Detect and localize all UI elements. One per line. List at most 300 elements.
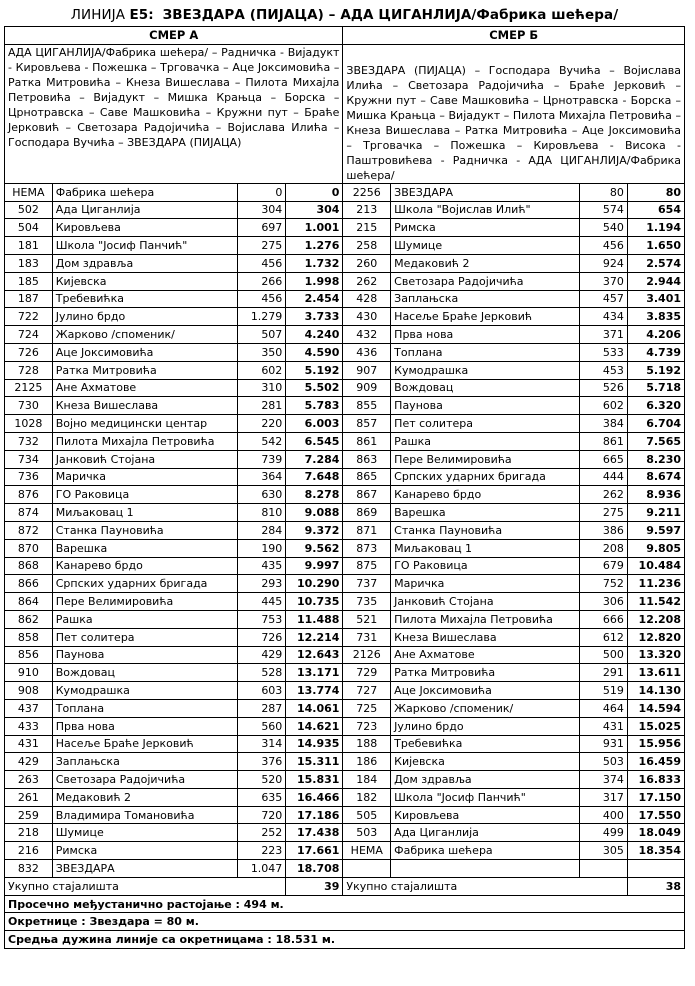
segment-distance-a: 252	[237, 824, 286, 842]
table-row	[5, 646, 685, 664]
stop-code-b: 430	[343, 308, 391, 326]
line-sheet	[4, 4, 685, 949]
segment-distance-a: 445	[237, 593, 286, 611]
segment-distance-b: 457	[580, 290, 628, 308]
segment-distance-a: 456	[237, 254, 286, 272]
stop-code-a: 261	[5, 788, 53, 806]
stop-name-a: Ратка Митровића	[52, 361, 237, 379]
segment-distance-b: 519	[580, 682, 628, 700]
cumulative-distance-b: 5.718	[627, 379, 684, 397]
cumulative-distance-a: 17.438	[286, 824, 343, 842]
table-row	[5, 539, 685, 557]
stop-code-a: 908	[5, 682, 53, 700]
segment-distance-a: 635	[237, 788, 286, 806]
cumulative-distance-b: 11.542	[627, 593, 684, 611]
table-row	[5, 468, 685, 486]
stop-name-b: Ратка Митровића	[391, 664, 580, 682]
stop-name-b: Пет солитера	[391, 415, 580, 433]
stop-code-a: 734	[5, 450, 53, 468]
table-row	[5, 290, 685, 308]
segment-distance-a: 528	[237, 664, 286, 682]
stop-name-b: Варешка	[391, 504, 580, 522]
cumulative-distance-a: 15.311	[286, 753, 343, 771]
segment-distance-b: 317	[580, 788, 628, 806]
cumulative-distance-a: 16.466	[286, 788, 343, 806]
table-row	[5, 664, 685, 682]
segment-distance-a: 560	[237, 717, 286, 735]
stop-code-b: 2126	[343, 646, 391, 664]
stop-name-b: Пере Велимировића	[391, 450, 580, 468]
stop-code-a: 429	[5, 753, 53, 771]
cumulative-distance-a: 4.240	[286, 326, 343, 344]
segment-distance-b: 386	[580, 521, 628, 539]
stop-code-a: 504	[5, 219, 53, 237]
segment-distance-a: 720	[237, 806, 286, 824]
cumulative-distance-a: 7.284	[286, 450, 343, 468]
segment-distance-b: 464	[580, 699, 628, 717]
stop-name-b: Ада Циганлија	[391, 824, 580, 842]
cumulative-distance-b: 4.739	[627, 343, 684, 361]
segment-distance-b: 602	[580, 397, 628, 415]
segment-distance-a: 266	[237, 272, 286, 290]
cumulative-distance-a: 5.502	[286, 379, 343, 397]
cumulative-distance-a: 0	[286, 183, 343, 201]
segment-distance-b: 306	[580, 593, 628, 611]
stop-code-a: 216	[5, 842, 53, 860]
stop-name-b: Медаковић 2	[391, 254, 580, 272]
stop-name-a: Фабрика шећера	[52, 183, 237, 201]
cumulative-distance-a: 13.171	[286, 664, 343, 682]
cumulative-distance-b: 16.833	[627, 771, 684, 789]
cumulative-distance-a: 14.935	[286, 735, 343, 753]
stop-code-a: 181	[5, 237, 53, 255]
stop-name-a: Требевићка	[52, 290, 237, 308]
stop-code-a: 187	[5, 290, 53, 308]
stop-name-a: Заплањска	[52, 753, 237, 771]
stop-name-b: ГО Раковица	[391, 557, 580, 575]
segment-distance-a: 0	[237, 183, 286, 201]
segment-distance-b: 80	[580, 183, 628, 201]
stop-name-a: Жарково /споменик/	[52, 326, 237, 344]
stop-name-a: Медаковић 2	[52, 788, 237, 806]
table-row	[5, 272, 685, 290]
stop-name-a: Јулино брдо	[52, 308, 237, 326]
stop-code-a: 183	[5, 254, 53, 272]
segment-distance-b: 453	[580, 361, 628, 379]
stop-code-a: 259	[5, 806, 53, 824]
table-row	[5, 842, 685, 860]
table-row	[5, 486, 685, 504]
cumulative-distance-a: 1.276	[286, 237, 343, 255]
stop-code-a: 862	[5, 610, 53, 628]
segment-distance-a: 314	[237, 735, 286, 753]
cumulative-distance-a: 12.643	[286, 646, 343, 664]
segment-distance-a: 376	[237, 753, 286, 771]
segment-distance-a: 435	[237, 557, 286, 575]
stop-code-a: 872	[5, 521, 53, 539]
stop-code-b: 731	[343, 628, 391, 646]
table-row	[5, 504, 685, 522]
route-descriptions	[5, 44, 685, 183]
stop-code-b: 871	[343, 521, 391, 539]
stop-name-b: Требевићка	[391, 735, 580, 753]
table-row	[5, 860, 685, 878]
cumulative-distance-b: 9.805	[627, 539, 684, 557]
stop-code-a: 431	[5, 735, 53, 753]
segment-distance-b: 665	[580, 450, 628, 468]
stop-name-a: Миљаковац 1	[52, 504, 237, 522]
stop-code-b: 2256	[343, 183, 391, 201]
segment-distance-a: 520	[237, 771, 286, 789]
stop-name-a: Дом здравља	[52, 254, 237, 272]
stop-name-b: Вождовац	[391, 379, 580, 397]
total-label-b: Укупно стајалишта	[343, 877, 627, 895]
stop-name-b	[391, 860, 580, 878]
stop-code-b: 258	[343, 237, 391, 255]
table-row	[5, 415, 685, 433]
stop-code-a: 1028	[5, 415, 53, 433]
cumulative-distance-b: 15.025	[627, 717, 684, 735]
cumulative-distance-b: 10.484	[627, 557, 684, 575]
table-row	[5, 788, 685, 806]
segment-distance-b: 370	[580, 272, 628, 290]
stop-code-b: 213	[343, 201, 391, 219]
table-row	[5, 735, 685, 753]
stop-name-b: Насеље Браће Јерковић	[391, 308, 580, 326]
cumulative-distance-a: 10.290	[286, 575, 343, 593]
stop-code-a: 856	[5, 646, 53, 664]
stop-name-a: Рашка	[52, 610, 237, 628]
segment-distance-a: 753	[237, 610, 286, 628]
stop-name-b: Маричка	[391, 575, 580, 593]
stop-code-b: 865	[343, 468, 391, 486]
cumulative-distance-b: 8.230	[627, 450, 684, 468]
cumulative-distance-b: 1.194	[627, 219, 684, 237]
stop-name-b: ЗВЕЗДАРА	[391, 183, 580, 201]
cumulative-distance-b: 6.320	[627, 397, 684, 415]
stop-code-a: 870	[5, 539, 53, 557]
table-row	[5, 254, 685, 272]
cumulative-distance-a: 5.192	[286, 361, 343, 379]
table-row	[5, 450, 685, 468]
stop-name-a: Кијевска	[52, 272, 237, 290]
table-row	[5, 806, 685, 824]
cumulative-distance-a: 17.186	[286, 806, 343, 824]
stop-name-b: Заплањска	[391, 290, 580, 308]
stop-name-b: Жарково /споменик/	[391, 699, 580, 717]
table-row	[5, 593, 685, 611]
segment-distance-a: 350	[237, 343, 286, 361]
direction-headers	[5, 27, 685, 45]
stop-name-a: Пере Велимировића	[52, 593, 237, 611]
table-row	[5, 201, 685, 219]
cumulative-distance-b: 7.565	[627, 432, 684, 450]
segment-distance-a: 542	[237, 432, 286, 450]
stop-name-a: Шумице	[52, 824, 237, 842]
stop-code-a: 736	[5, 468, 53, 486]
segment-distance-b: 612	[580, 628, 628, 646]
cumulative-distance-b: 15.956	[627, 735, 684, 753]
cumulative-distance-b: 11.236	[627, 575, 684, 593]
table-row	[5, 575, 685, 593]
segment-distance-b: 574	[580, 201, 628, 219]
cumulative-distance-a: 9.088	[286, 504, 343, 522]
stop-name-b: Школа "Војислав Илић"	[391, 201, 580, 219]
cumulative-distance-a: 7.648	[286, 468, 343, 486]
cumulative-distance-a: 2.454	[286, 290, 343, 308]
cumulative-distance-b: 17.550	[627, 806, 684, 824]
segment-distance-b: 305	[580, 842, 628, 860]
stop-name-a: Пилота Михајла Петровића	[52, 432, 237, 450]
segment-distance-a: 293	[237, 575, 286, 593]
stop-name-a: Ане Ахматове	[52, 379, 237, 397]
cumulative-distance-b	[627, 860, 684, 878]
stop-name-b: Светозара Радојичића	[391, 272, 580, 290]
stop-name-a: Српских ударних бригада	[52, 575, 237, 593]
segment-distance-a: 429	[237, 646, 286, 664]
cumulative-distance-b: 18.354	[627, 842, 684, 860]
stop-code-b: 855	[343, 397, 391, 415]
total-stops-b: 38	[627, 877, 684, 895]
segment-distance-b	[580, 860, 628, 878]
stop-name-b: Шумице	[391, 237, 580, 255]
stop-code-b: 436	[343, 343, 391, 361]
cumulative-distance-a: 304	[286, 201, 343, 219]
segment-distance-a: 287	[237, 699, 286, 717]
stop-code-b: 262	[343, 272, 391, 290]
stop-name-b: Прва нова	[391, 326, 580, 344]
cumulative-distance-b: 2.944	[627, 272, 684, 290]
stop-code-a: 866	[5, 575, 53, 593]
stop-code-a: 876	[5, 486, 53, 504]
stop-name-a: Школа "Јосиф Панчић"	[52, 237, 237, 255]
cumulative-distance-a: 10.735	[286, 593, 343, 611]
segment-distance-b: 499	[580, 824, 628, 842]
table-row	[5, 824, 685, 842]
segment-distance-a: 726	[237, 628, 286, 646]
stations-table	[4, 26, 685, 949]
cumulative-distance-a: 17.661	[286, 842, 343, 860]
header-dir-b: СМЕР Б	[343, 27, 685, 45]
cumulative-distance-b: 5.192	[627, 361, 684, 379]
segment-distance-b: 262	[580, 486, 628, 504]
stop-name-a: Светозара Радојичића	[52, 771, 237, 789]
stop-code-b: 867	[343, 486, 391, 504]
table-row	[5, 717, 685, 735]
stop-code-b: 857	[343, 415, 391, 433]
stop-code-b: 186	[343, 753, 391, 771]
stop-code-a: 263	[5, 771, 53, 789]
cumulative-distance-b: 13.320	[627, 646, 684, 664]
stop-name-b: Римска	[391, 219, 580, 237]
cumulative-distance-b: 14.594	[627, 699, 684, 717]
summary-row	[5, 913, 685, 931]
summary-row	[5, 895, 685, 913]
table-row	[5, 379, 685, 397]
totals-row	[5, 877, 685, 895]
stop-code-a: 433	[5, 717, 53, 735]
segment-distance-b: 752	[580, 575, 628, 593]
stop-code-b: 863	[343, 450, 391, 468]
stop-name-a: Кнеза Вишеслава	[52, 397, 237, 415]
stop-name-b: Миљаковац 1	[391, 539, 580, 557]
route-description-a: АДА ЦИГАНЛИЈА/Фабрика шећера/ – Радничка - Вијадукт - Кировљева - Пожешка – Трговачка – Аце Јоксимовића – Ратка Митровића – Кнеза Вишеслава – Пилота Михајла Петровића – Вијадукт – Мишка Крањца – Борска – Црнотравска – Саве Машковића – Кружни пут – Браће Јерковић – Светозара Радојичића – Војислава Илића – Господара Вучића – ЗВЕЗДАРА (ПИЈАЦА)	[5, 44, 343, 183]
cumulative-distance-a: 1.001	[286, 219, 343, 237]
segment-distance-a: 364	[237, 468, 286, 486]
table-row	[5, 610, 685, 628]
cumulative-distance-b: 6.704	[627, 415, 684, 433]
segment-distance-b: 444	[580, 468, 628, 486]
segment-distance-b: 503	[580, 753, 628, 771]
stop-code-b: 727	[343, 682, 391, 700]
stop-name-a: Маричка	[52, 468, 237, 486]
terminal-info: Окретнице : Звездара = 80 м.	[5, 913, 685, 931]
cumulative-distance-a: 1.732	[286, 254, 343, 272]
cumulative-distance-a: 9.997	[286, 557, 343, 575]
stop-code-a: 832	[5, 860, 53, 878]
stop-name-a: Јанковић Стојана	[52, 450, 237, 468]
stop-name-b: Кијевска	[391, 753, 580, 771]
segment-distance-b: 456	[580, 237, 628, 255]
cumulative-distance-b: 2.574	[627, 254, 684, 272]
segment-distance-b: 931	[580, 735, 628, 753]
stop-name-a: ЗВЕЗДАРА	[52, 860, 237, 878]
stop-name-b: Топлана	[391, 343, 580, 361]
stop-name-a: Канарево брдо	[52, 557, 237, 575]
cumulative-distance-b: 12.820	[627, 628, 684, 646]
table-row	[5, 326, 685, 344]
segment-distance-a: 304	[237, 201, 286, 219]
segment-distance-a: 456	[237, 290, 286, 308]
stop-code-b: 737	[343, 575, 391, 593]
cumulative-distance-a: 9.372	[286, 521, 343, 539]
stop-name-a: Топлана	[52, 699, 237, 717]
stop-code-a: 726	[5, 343, 53, 361]
stop-name-a: Варешка	[52, 539, 237, 557]
stop-code-b: 861	[343, 432, 391, 450]
cumulative-distance-a: 14.621	[286, 717, 343, 735]
stop-name-b: Пилота Михајла Петровића	[391, 610, 580, 628]
stop-name-b: Јулино брдо	[391, 717, 580, 735]
table-row	[5, 753, 685, 771]
segment-distance-b: 374	[580, 771, 628, 789]
segment-distance-a: 275	[237, 237, 286, 255]
cumulative-distance-a: 15.831	[286, 771, 343, 789]
cumulative-distance-b: 4.206	[627, 326, 684, 344]
stop-code-a: 2125	[5, 379, 53, 397]
table-row	[5, 343, 685, 361]
stop-name-b: Јанковић Стојана	[391, 593, 580, 611]
stop-name-b: Дом здравља	[391, 771, 580, 789]
stop-name-a: Ада Циганлија	[52, 201, 237, 219]
segment-distance-b: 924	[580, 254, 628, 272]
cumulative-distance-b: 8.674	[627, 468, 684, 486]
segment-distance-b: 275	[580, 504, 628, 522]
stop-name-a: Насеље Браће Јерковић	[52, 735, 237, 753]
table-row	[5, 183, 685, 201]
stop-code-a: 864	[5, 593, 53, 611]
table-row	[5, 628, 685, 646]
table-row	[5, 397, 685, 415]
stop-name-b: Школа "Јосиф Панчић"	[391, 788, 580, 806]
stop-code-b: 521	[343, 610, 391, 628]
segment-distance-a: 630	[237, 486, 286, 504]
stop-name-b: Паунова	[391, 397, 580, 415]
stop-name-b: Рашка	[391, 432, 580, 450]
stop-code-b: 907	[343, 361, 391, 379]
stop-code-a: 910	[5, 664, 53, 682]
table-row	[5, 219, 685, 237]
average-distance: Просечно међустанично растојање : 494 м.	[5, 895, 685, 913]
cumulative-distance-b: 18.049	[627, 824, 684, 842]
segment-distance-a: 310	[237, 379, 286, 397]
segment-distance-a: 1.279	[237, 308, 286, 326]
stop-code-a: НЕМА	[5, 183, 53, 201]
cumulative-distance-a: 12.214	[286, 628, 343, 646]
segment-distance-a: 1.047	[237, 860, 286, 878]
summary-row	[5, 931, 685, 949]
stop-name-b: Кировљева	[391, 806, 580, 824]
cumulative-distance-b: 654	[627, 201, 684, 219]
stop-name-a: ГО Раковица	[52, 486, 237, 504]
cumulative-distance-a: 1.998	[286, 272, 343, 290]
stop-code-b: 182	[343, 788, 391, 806]
stop-code-b: 428	[343, 290, 391, 308]
stop-name-b: Канарево брдо	[391, 486, 580, 504]
segment-distance-a: 739	[237, 450, 286, 468]
stop-code-b: 723	[343, 717, 391, 735]
title-name: ЗВЕЗДАРА (ПИЈАЦА) – АДА ЦИГАНЛИЈА/Фабрика шећера/	[162, 7, 619, 23]
stop-code-b: 729	[343, 664, 391, 682]
header-dir-a: СМЕР А	[5, 27, 343, 45]
cumulative-distance-b: 1.650	[627, 237, 684, 255]
stop-name-b: Ане Ахматове	[391, 646, 580, 664]
stop-code-b: 188	[343, 735, 391, 753]
stop-code-b: 735	[343, 593, 391, 611]
segment-distance-b: 679	[580, 557, 628, 575]
segment-distance-a: 602	[237, 361, 286, 379]
table-row	[5, 237, 685, 255]
cumulative-distance-a: 6.545	[286, 432, 343, 450]
stop-code-b: 505	[343, 806, 391, 824]
segment-distance-a: 810	[237, 504, 286, 522]
stop-code-b: 909	[343, 379, 391, 397]
cumulative-distance-a: 9.562	[286, 539, 343, 557]
stop-code-a: 185	[5, 272, 53, 290]
cumulative-distance-a: 18.708	[286, 860, 343, 878]
cumulative-distance-b: 14.130	[627, 682, 684, 700]
table-row	[5, 521, 685, 539]
cumulative-distance-b: 3.835	[627, 308, 684, 326]
stop-code-a: 874	[5, 504, 53, 522]
stop-name-a: Пет солитера	[52, 628, 237, 646]
cumulative-distance-b: 9.597	[627, 521, 684, 539]
stop-code-b: 215	[343, 219, 391, 237]
cumulative-distance-a: 8.278	[286, 486, 343, 504]
title-code: Е5:	[129, 7, 154, 23]
segment-distance-b: 526	[580, 379, 628, 397]
table-row	[5, 557, 685, 575]
table-row	[5, 361, 685, 379]
line-length: Средња дужина линије са окретницама : 18.531 м.	[5, 931, 685, 949]
cumulative-distance-a: 5.783	[286, 397, 343, 415]
cumulative-distance-a: 6.003	[286, 415, 343, 433]
cumulative-distance-b: 16.459	[627, 753, 684, 771]
cumulative-distance-a: 4.590	[286, 343, 343, 361]
table-row	[5, 699, 685, 717]
stop-code-b: 503	[343, 824, 391, 842]
stop-code-a: 218	[5, 824, 53, 842]
